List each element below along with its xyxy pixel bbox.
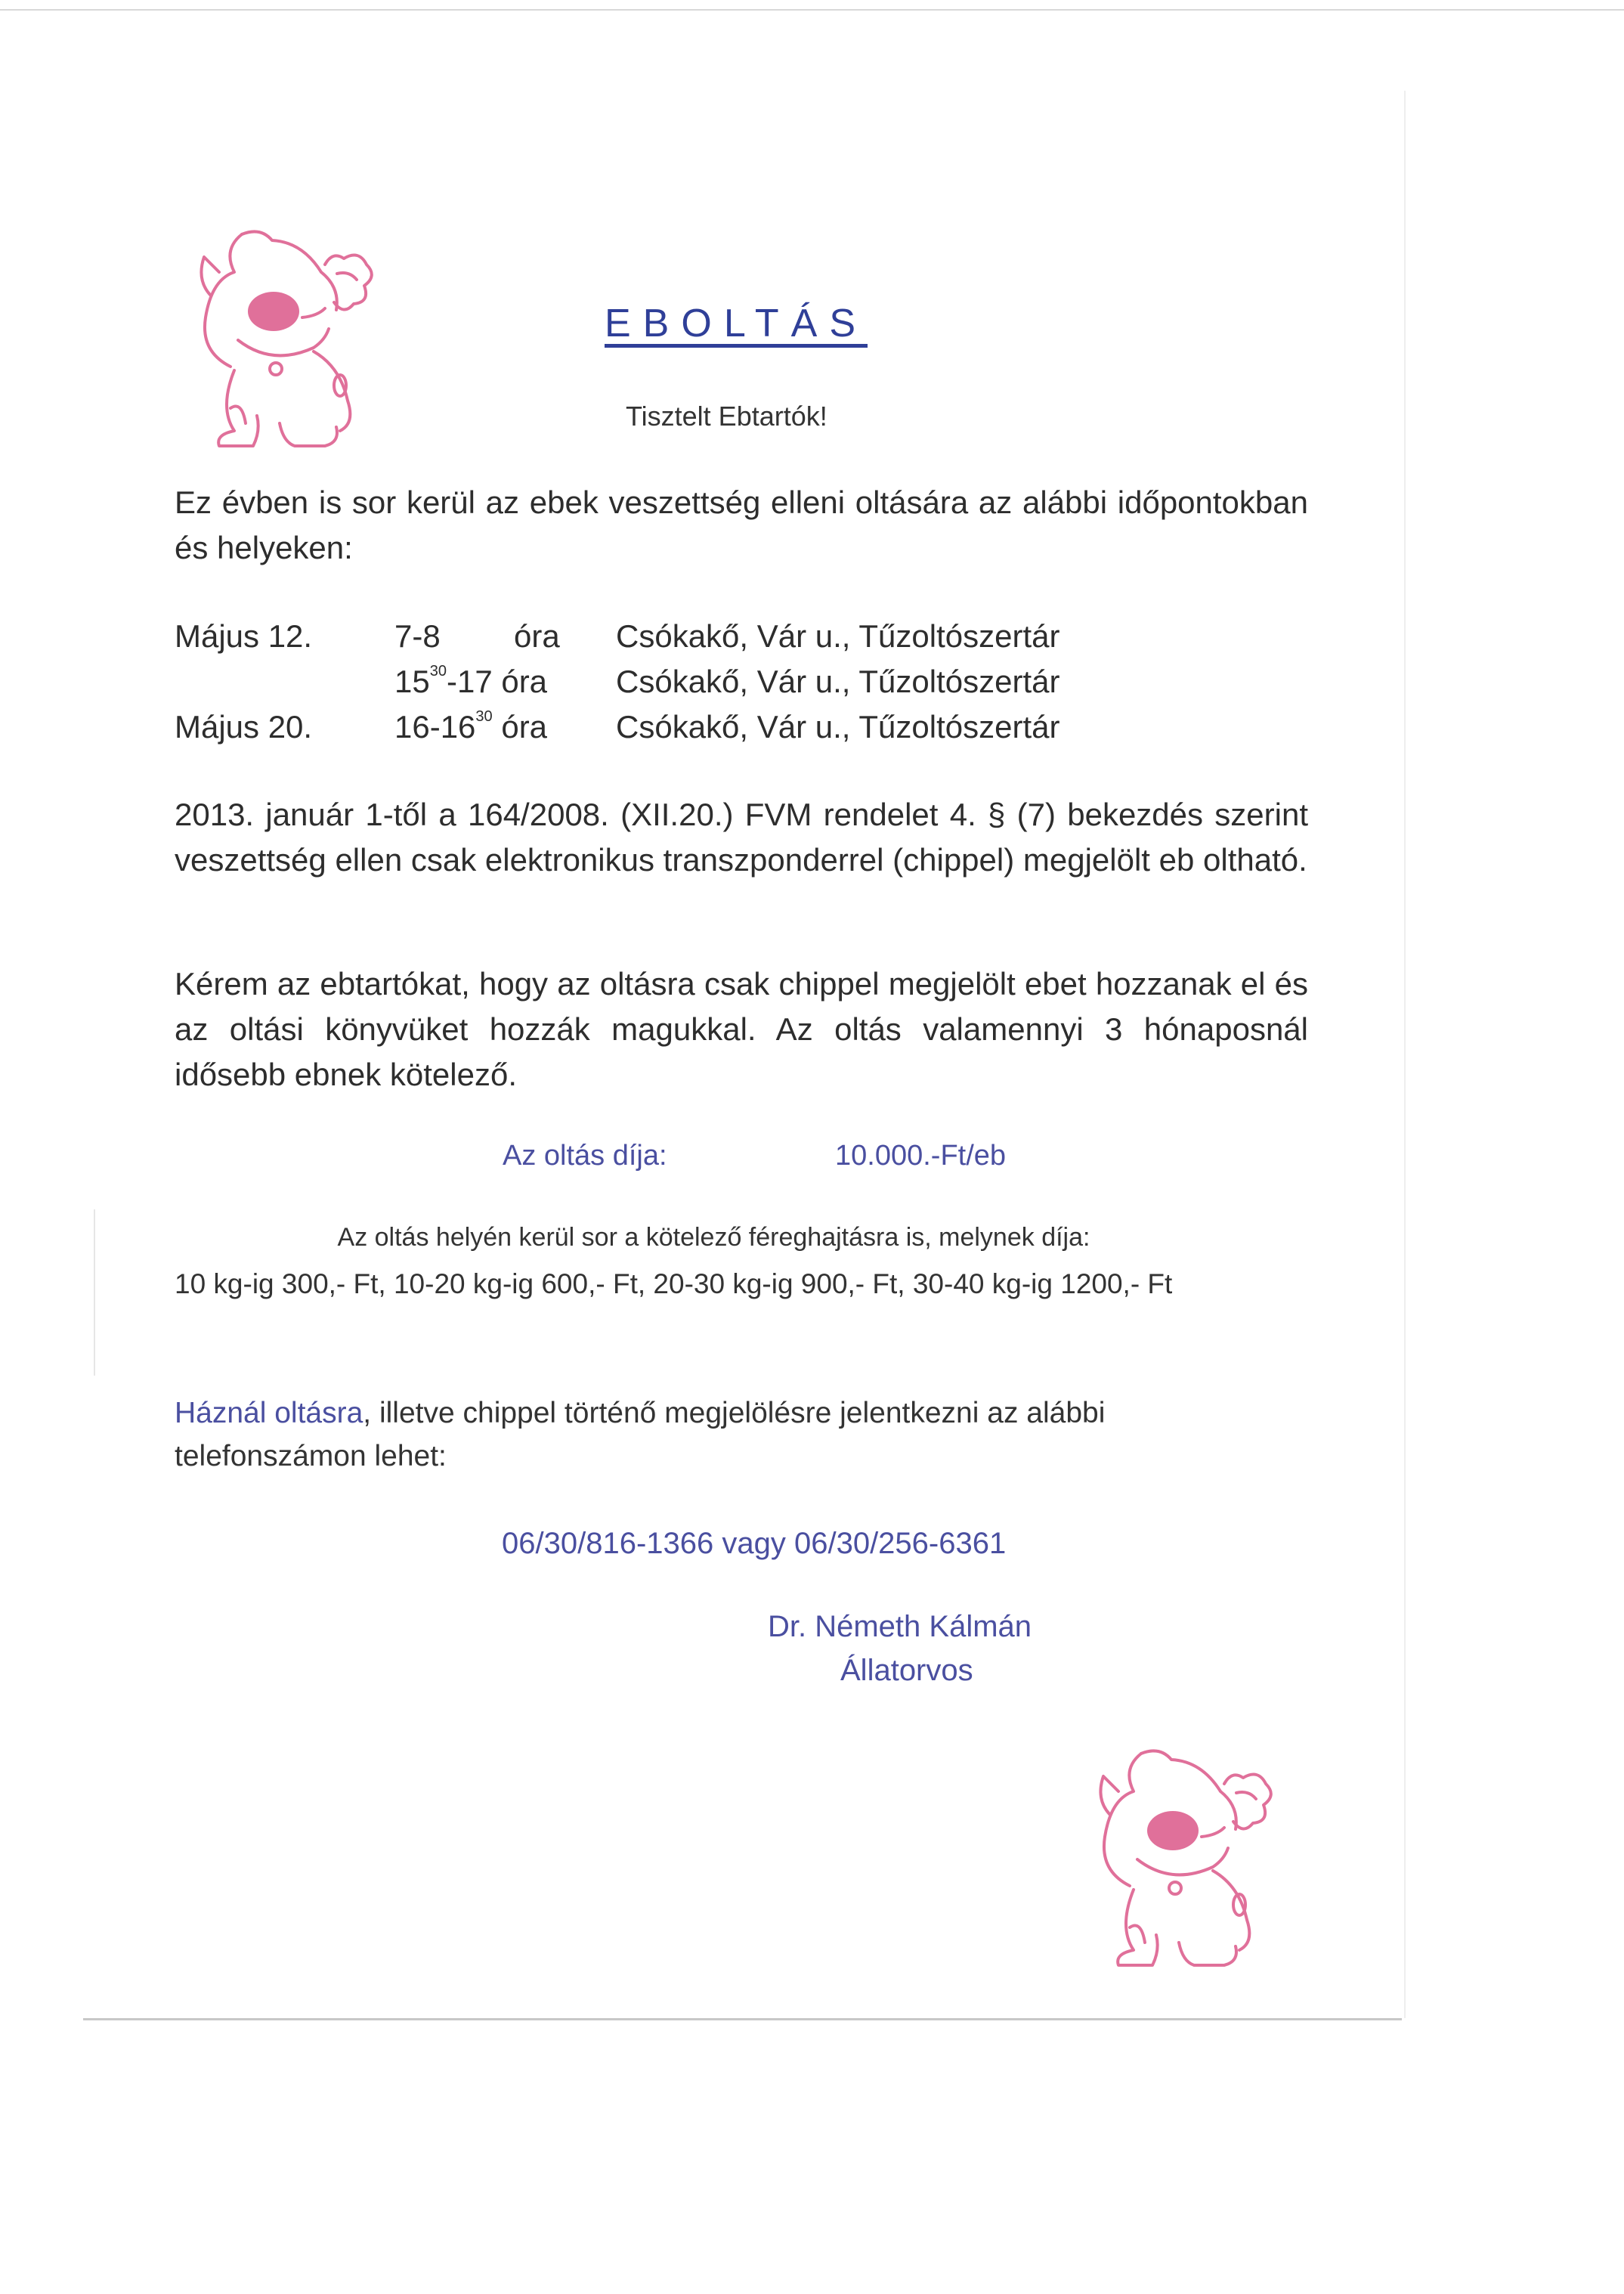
schedule-time: $15^{30}-17$ óra: [394, 663, 548, 699]
schedule-time: $16-16^{30}$ óra: [394, 708, 548, 745]
signature-title: Állatorvos: [840, 1654, 973, 1687]
schedule-place: Csókakő, Vár u., Tűzoltószertár: [616, 709, 1060, 745]
phone-numbers: 06/30/816-1366 vagy 06/30/256-6361: [502, 1527, 1007, 1560]
schedule-unit: óra: [514, 618, 560, 654]
schedule-place: Csókakő, Vár u., Tűzoltószertár: [616, 618, 1060, 654]
home-vaccination-line-1: Háznál oltásra, illetve chippel történő megjelölésre jelentkezni az alábbi: [175, 1397, 1106, 1429]
scan-edge-bottom: [83, 2018, 1402, 2020]
request-paragraph: Kérem az ebtartókat, hogy az oltásra csak chippel megjelölt ebet hozzanak el és az oltási könyvüket hozzák magukkal. Az oltás valamennyi 3 hónaposnál idősebb ebnek kötelező.: [175, 966, 1308, 1092]
fee-value: 10.000.-Ft/eb: [835, 1140, 1007, 1172]
dog-with-bone-icon: [1088, 1746, 1277, 1973]
fee-label: Az oltás díja:: [503, 1140, 667, 1172]
schedule-date: Május 20.: [175, 709, 313, 745]
deworming-line-1: Az oltás helyén kerül sor a kötelező féreghajtásra is, melynek díja:: [337, 1223, 1090, 1252]
deworming-line-2: 10 kg-ig 300,- Ft, 10-20 kg-ig 600,- Ft, 20-30 kg-ig 900,- Ft, 30-40 kg-ig 1200,- Ft: [175, 1268, 1173, 1299]
regulation-paragraph: 2013. január 1-től a 164/2008. (XII.20.) FVM rendelet 4. § (7) bekezdés szerint veszettség ellen csak elektronikus transzponderrel (chippel) megjelölt eb oltható.: [175, 797, 1308, 878]
schedule-date: Május 12.: [175, 618, 313, 654]
dog-with-bone-icon: [189, 227, 378, 454]
page-title: EBOLTÁS: [605, 302, 868, 345]
home-vaccination-highlight: Háznál oltásra: [175, 1397, 363, 1429]
greeting: Tisztelt Ebtartók!: [626, 401, 827, 432]
schedule-place: Csókakő, Vár u., Tűzoltószertár: [616, 664, 1060, 699]
scan-edge-top: [0, 9, 1624, 11]
home-vaccination-line-2: telefonszámon lehet:: [175, 1440, 447, 1472]
scan-edge-right: [1404, 91, 1406, 2018]
intro-paragraph: Ez évben is sor kerül az ebek veszettség elleni oltására az alábbi időpontokban és helyeken:: [175, 484, 1308, 565]
schedule-time: 7-8: [394, 618, 441, 654]
signature-name: Dr. Németh Kálmán: [768, 1610, 1032, 1643]
